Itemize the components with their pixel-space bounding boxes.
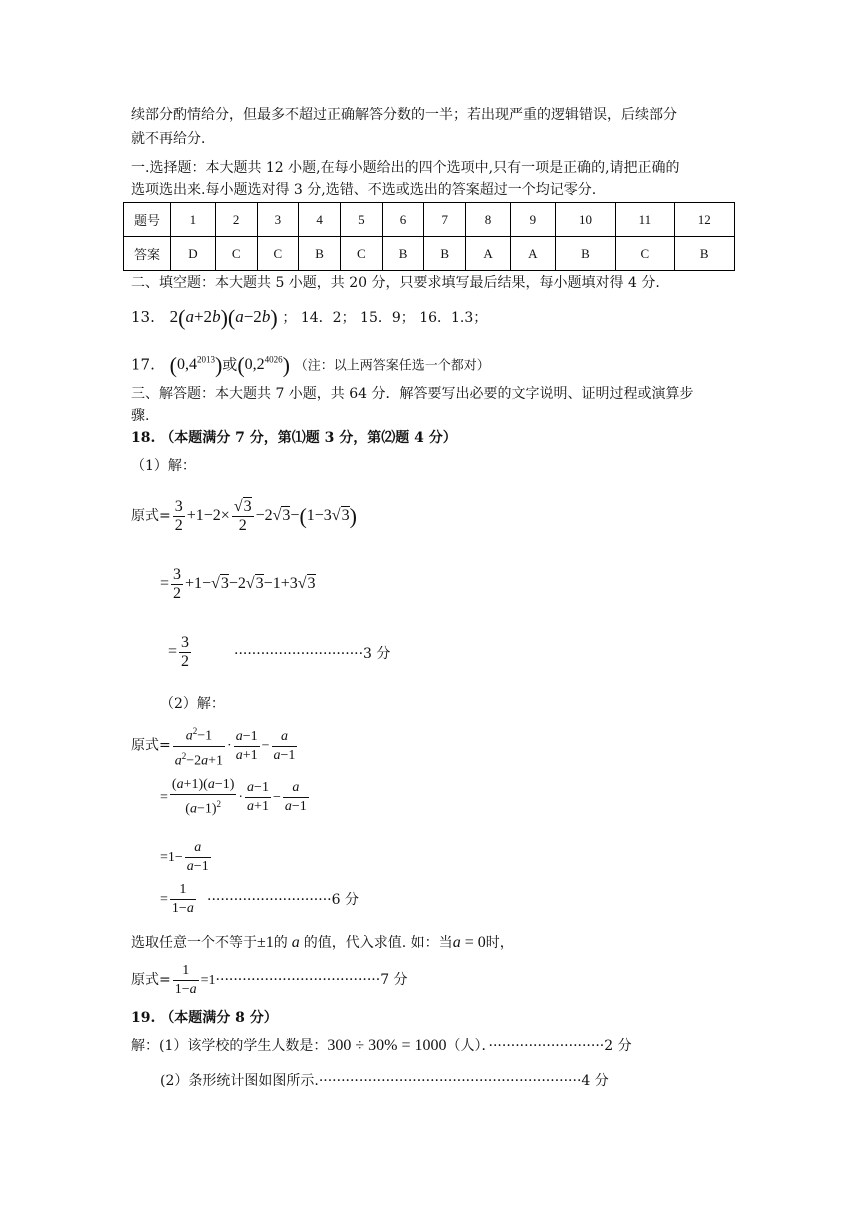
q19-line-1 bbox=[131, 1036, 632, 1056]
q17-answer-1: $(0,4^{2013})$ bbox=[169, 352, 223, 378]
q13-formula: 2(a+2b)(a−2b) bbox=[169, 305, 278, 331]
q13-line bbox=[131, 304, 487, 331]
q18-part1-label: （1）解： bbox=[131, 458, 196, 474]
answer-table-cell: 8 bbox=[466, 203, 511, 237]
q17-label: 17. bbox=[131, 355, 155, 374]
answer-table-answer-row bbox=[124, 237, 735, 271]
section2-title: 二、填空题：本大题共 5 小题，共 20 分，只要求填写最后结果，每小题填对得 4 分. bbox=[131, 275, 660, 291]
q18-final-line: 原式= $\frac{1}{1-a}$ =1·····································7 分 bbox=[131, 963, 408, 998]
answer-table-cell: 3 bbox=[257, 203, 299, 237]
q18-pick-math-1: ±1 bbox=[257, 934, 274, 951]
q18-pick-text-1: 选取任意一个不等于 bbox=[131, 935, 257, 951]
answer-table-cell: 11 bbox=[616, 203, 674, 237]
q19-score-2: ···························································4 分 bbox=[318, 1073, 609, 1089]
answer-table-cell: 12 bbox=[674, 203, 734, 237]
answer-table-cell: C bbox=[616, 237, 674, 271]
q19-score-1: ··························2 分 bbox=[488, 1038, 632, 1054]
answer-table-cell: A bbox=[510, 237, 555, 271]
answer-table-cell: C bbox=[257, 237, 299, 271]
answer-table-cell: B bbox=[424, 237, 466, 271]
q18-part2-step1: 原式= $\frac{a^2-1}{a^2-2a+1}$ · $\frac{a-1}{a+1}$ − $\frac{a}{a-1}$ bbox=[131, 722, 299, 770]
answer-table-cell: 10 bbox=[555, 203, 615, 237]
q17-line bbox=[131, 346, 490, 380]
answer-table-cell: B bbox=[299, 237, 341, 271]
answer-table-cell: A bbox=[466, 237, 511, 271]
q14-16-answers: ； 14．2； 15．9； 16．1.3； bbox=[282, 310, 488, 326]
answer-table-cell: C bbox=[340, 237, 382, 271]
q19-line-2 bbox=[160, 1071, 609, 1091]
answer-table-cell: 5 bbox=[340, 203, 382, 237]
answer-table-cell: 4 bbox=[299, 203, 341, 237]
answer-table-number-row bbox=[124, 203, 735, 237]
q18-part1-step2: = $\frac{3}{2}$ +1−√3−2√3−1+3√3 bbox=[160, 565, 316, 602]
answer-table-cell: 7 bbox=[424, 203, 466, 237]
q17-answer-2: $(0,2^{4026})$ bbox=[237, 352, 290, 378]
q18-pick-text-2: 的 bbox=[273, 935, 288, 951]
q17-note: （注：以上两答案任选一个都对） bbox=[294, 358, 490, 374]
q13-label: 13. bbox=[131, 308, 155, 326]
intro-line-1: 续部分酌情给分，但最多不超过正确解答分数的一半；若出现严重的逻辑错误，后续部分 bbox=[131, 107, 677, 123]
q18-orig-label-2: 原式= bbox=[131, 737, 171, 754]
answer-table-cell: C bbox=[215, 237, 257, 271]
answer-table-cell: B bbox=[382, 237, 424, 271]
q18-pick-text-4: 时， bbox=[485, 935, 514, 951]
q18-final-score: ·····································7 分 bbox=[215, 972, 408, 988]
q18-part2-step2: = $\frac{(a+1)(a-1)}{(a-1)^2}$ · $\frac{a-1}{a+1}$ − $\frac{a}{a-1}$ bbox=[160, 777, 307, 818]
q18-orig-label-3: 原式= bbox=[131, 972, 171, 988]
q19-formula: 300 ÷ 30% = 1000 bbox=[327, 1037, 447, 1054]
section3-line-1: 三、解答题：本大题共 7 小题，共 64 分．解答要写出必要的文字说明、证明过程或演算步 bbox=[131, 386, 694, 402]
q18-pick-text-3: 的值，代入求值. 如：当 bbox=[303, 935, 453, 951]
answer-table-header-label: 题号 bbox=[124, 203, 171, 237]
section1-line-2: 选项选出来.每小题选对得 3 分,选错、不选或选出的答案超过一个均记零分. bbox=[131, 182, 597, 198]
section1-line-1: 一.选择题：本大题共 12 小题,在每小题给出的四个选项中,只有一项是正确的,请把正确的 bbox=[131, 160, 680, 176]
answer-table-cell: 2 bbox=[215, 203, 257, 237]
answer-table bbox=[123, 202, 735, 271]
answer-table-cell: B bbox=[555, 237, 615, 271]
section3-line-2: 骤. bbox=[131, 408, 150, 424]
intro-line-2: 就不再给分． bbox=[131, 131, 215, 147]
q18-pick-math-2: a bbox=[287, 934, 304, 951]
q18-part1-step1: 原式= $\frac{3}{2}$ +1−2× $\frac{√3}{2}$ −2√3−(1−3√3) bbox=[131, 497, 357, 534]
q19-line1-a: 解：(1）该学校的学生人数是： bbox=[131, 1038, 328, 1054]
q18-pick-math-3: a = 0 bbox=[452, 934, 486, 951]
q18-pick-line bbox=[131, 933, 514, 953]
answer-table-answer-label: 答案 bbox=[124, 237, 171, 271]
q18-part2-step3: =1− $\frac{a}{a-1}$ bbox=[160, 840, 209, 875]
q19-title: 19. （本题满分 8 分） bbox=[131, 1010, 278, 1026]
q17-or: 或 bbox=[222, 355, 238, 374]
q19-line2-text: (2）条形统计图如图所示. bbox=[160, 1073, 319, 1089]
q19-line1-b: （人）． bbox=[446, 1038, 489, 1054]
answer-table-cell: 1 bbox=[171, 203, 216, 237]
q18-title: 18. （本题满分 7 分，第⑴题 3 分，第⑵题 4 分） bbox=[131, 430, 457, 446]
answer-table-cell: D bbox=[171, 237, 216, 271]
answer-table-cell: 9 bbox=[510, 203, 555, 237]
q18-part1-step3: = $\frac{3}{2}$ bbox=[168, 633, 190, 670]
q18-part2-score: ····························6 分 bbox=[207, 892, 359, 908]
q18-part2-label: （2）解： bbox=[160, 696, 225, 712]
q18-part2-step4: = $\frac{1}{1-a}$ bbox=[160, 882, 194, 917]
q18-part1-score: ·····························3 分 bbox=[234, 646, 391, 662]
answer-table-cell: 6 bbox=[382, 203, 424, 237]
answer-table-cell: B bbox=[674, 237, 734, 271]
q18-orig-label: 原式= bbox=[131, 508, 171, 524]
